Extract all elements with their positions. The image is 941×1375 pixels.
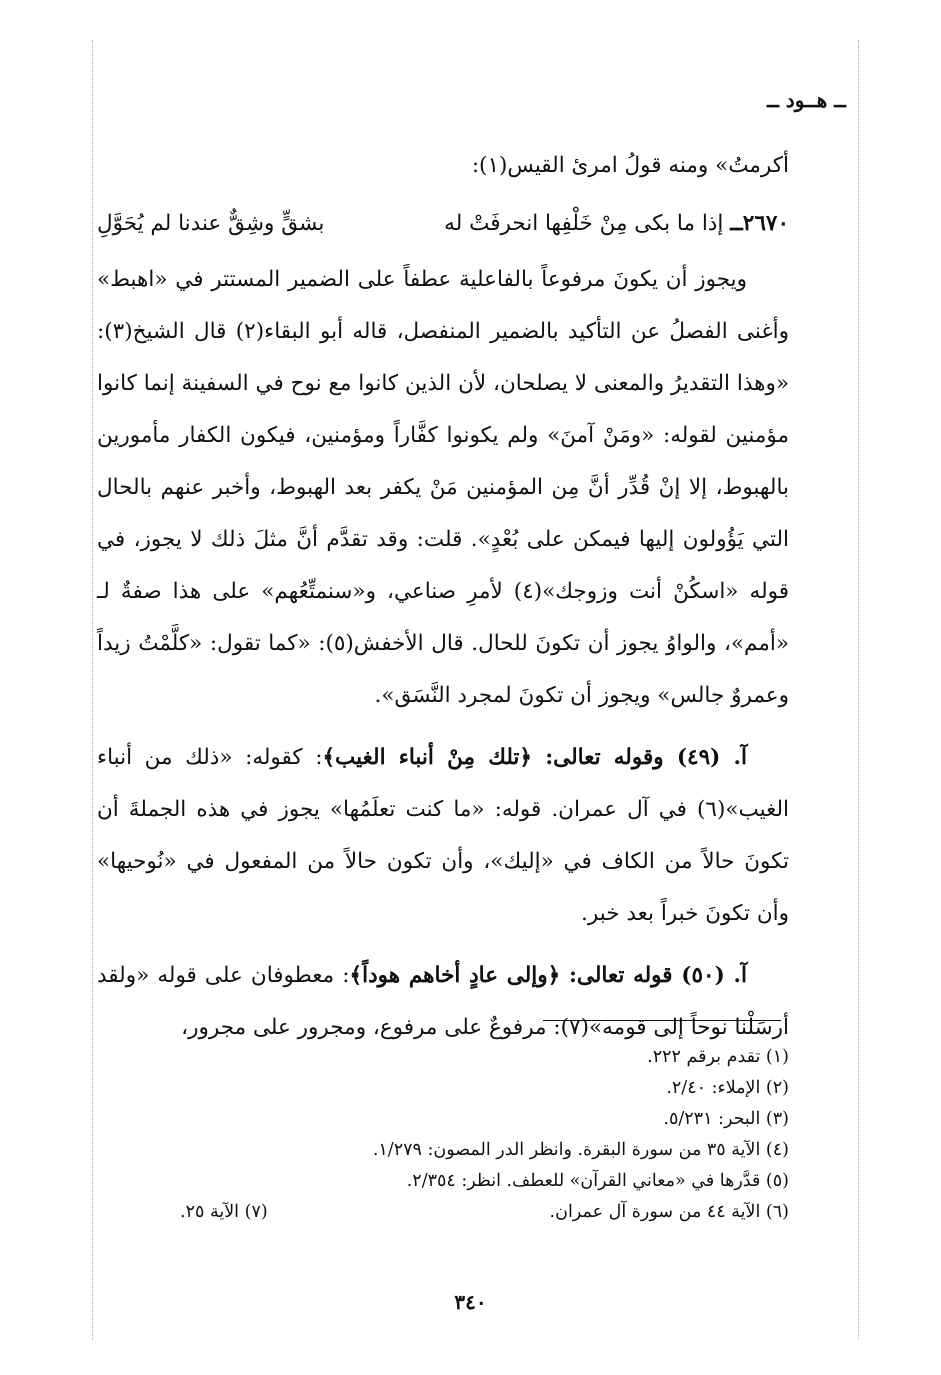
paragraph-1: ويجوز أن يكونَ مرفوعاً بالفاعلية عطفاً على الضمير المستتر في «اهبط» وأغنى الفصلُ عن التأكيد بالضمير المنفصل، قاله أبو البقاء(٢) قال الشيخ(٣): «وهذا التقديرُ والمعنى لا يصلحان، لأن الذين كانوا مع نوح في السفينة إنما كانوا مؤمنين لقوله: «ومَنْ آمنَ» ولم يكونوا كفَّاراً ومؤمنين، فيكون الكفار مأمورين بالهبوط، إلا إنْ قُدِّر أنَّ مِن المؤمنين مَنْ يكفر بعد الهبوط، وأخبر عنهم بالحال التي يَؤُولون إليها فيمكن على بُعْدٍ». قلت: وقد تقدَّم أنَّ مثلَ ذلك لا يجوز، في قوله «اسكُنْ أنت وزوجك»(٤) لأمرِ صناعي، و«سنمتِّعُهم» على هذا صفةٌ لـ «أمم»، والواوُ يجوز أن تكونَ للحال. قال الأخفش(٥): «كما تقول: «كلَّمْتُ زيداً وعمروٌ جالس» ويجوز أن تكونَ لمجرد النَّسَق». (97, 267, 789, 708)
main-text (97, 140, 789, 1054)
verse-heading-49: آ. (٤٩) وقوله تعالى: ﴿تلك مِنْ أنباء الغيب﴾ (322, 745, 747, 770)
paragraph-3 (97, 950, 789, 1054)
verse-first-hemistich: إذا ما بكى مِنْ خَلْفِها انحرفَتْ له (444, 211, 724, 236)
running-header: ــ هــود ــ (767, 88, 846, 112)
verse-heading-50: آ. (٥٠) قوله تعالى: ﴿وإلى عادٍ أخاهم هوداً﴾ (349, 963, 747, 988)
poetry-verse (97, 198, 789, 250)
footnote-separator (543, 1020, 781, 1021)
verse-second-hemistich: بشقٍّ وشِقٌّ عندنا لم يُحَوَّلِ (97, 211, 325, 236)
footnote-7: (٧) الآية ٢٥. (180, 1202, 268, 1222)
scan-mark-left (92, 40, 94, 1340)
footnote-3: (٣) البحر: ٥/٢٣١. (663, 1109, 789, 1129)
paragraph-2-text: : كقوله: «ذلك من أنباء الغيب»(٦) في آل عمران. قوله: «ما كنت تعلَمُها» يجوز في هذه الجملةَ أن تكونَ حالاً من الكاف في «إليك»، وأن تكون حالاً من المفعول في «نُوحيها» وأن تكونَ خبراً بعد خبر. (97, 745, 789, 926)
paragraph-2 (97, 732, 789, 940)
footnote-1: (١) تقدم برقم ٢٢٢. (647, 1047, 789, 1067)
page-number: ٣٤٠ (454, 1290, 487, 1314)
footnotes (180, 1042, 789, 1228)
paragraph-0: أكرمتُ» ومنه قولُ امرئ القيس(١): (471, 153, 789, 178)
verse-number: ٢٦٧٠ــ (730, 211, 789, 236)
footnote-2: (٢) الإملاء: ٢/٤٠. (666, 1078, 789, 1098)
footnote-row-last (180, 1197, 789, 1228)
footnote-4: (٤) الآية ٣٥ من سورة البقرة. وانظر الدر المصون: ١/٢٧٩. (372, 1140, 789, 1160)
paragraph-3-text: : معطوفان على قوله «ولقد أرسَلْنا نوحاً إلى قومه»(٧): مرفوعٌ على مرفوع، ومجرور على مجرور، (97, 963, 789, 1040)
footnote-6: (٦) الآية ٤٤ من سورة آل عمران. (549, 1202, 789, 1222)
footnote-5: (٥) قدَّرها في «معاني القرآن» للعطف. انظر: ٢/٣٥٤. (406, 1171, 789, 1191)
scan-mark-right (858, 40, 860, 1340)
